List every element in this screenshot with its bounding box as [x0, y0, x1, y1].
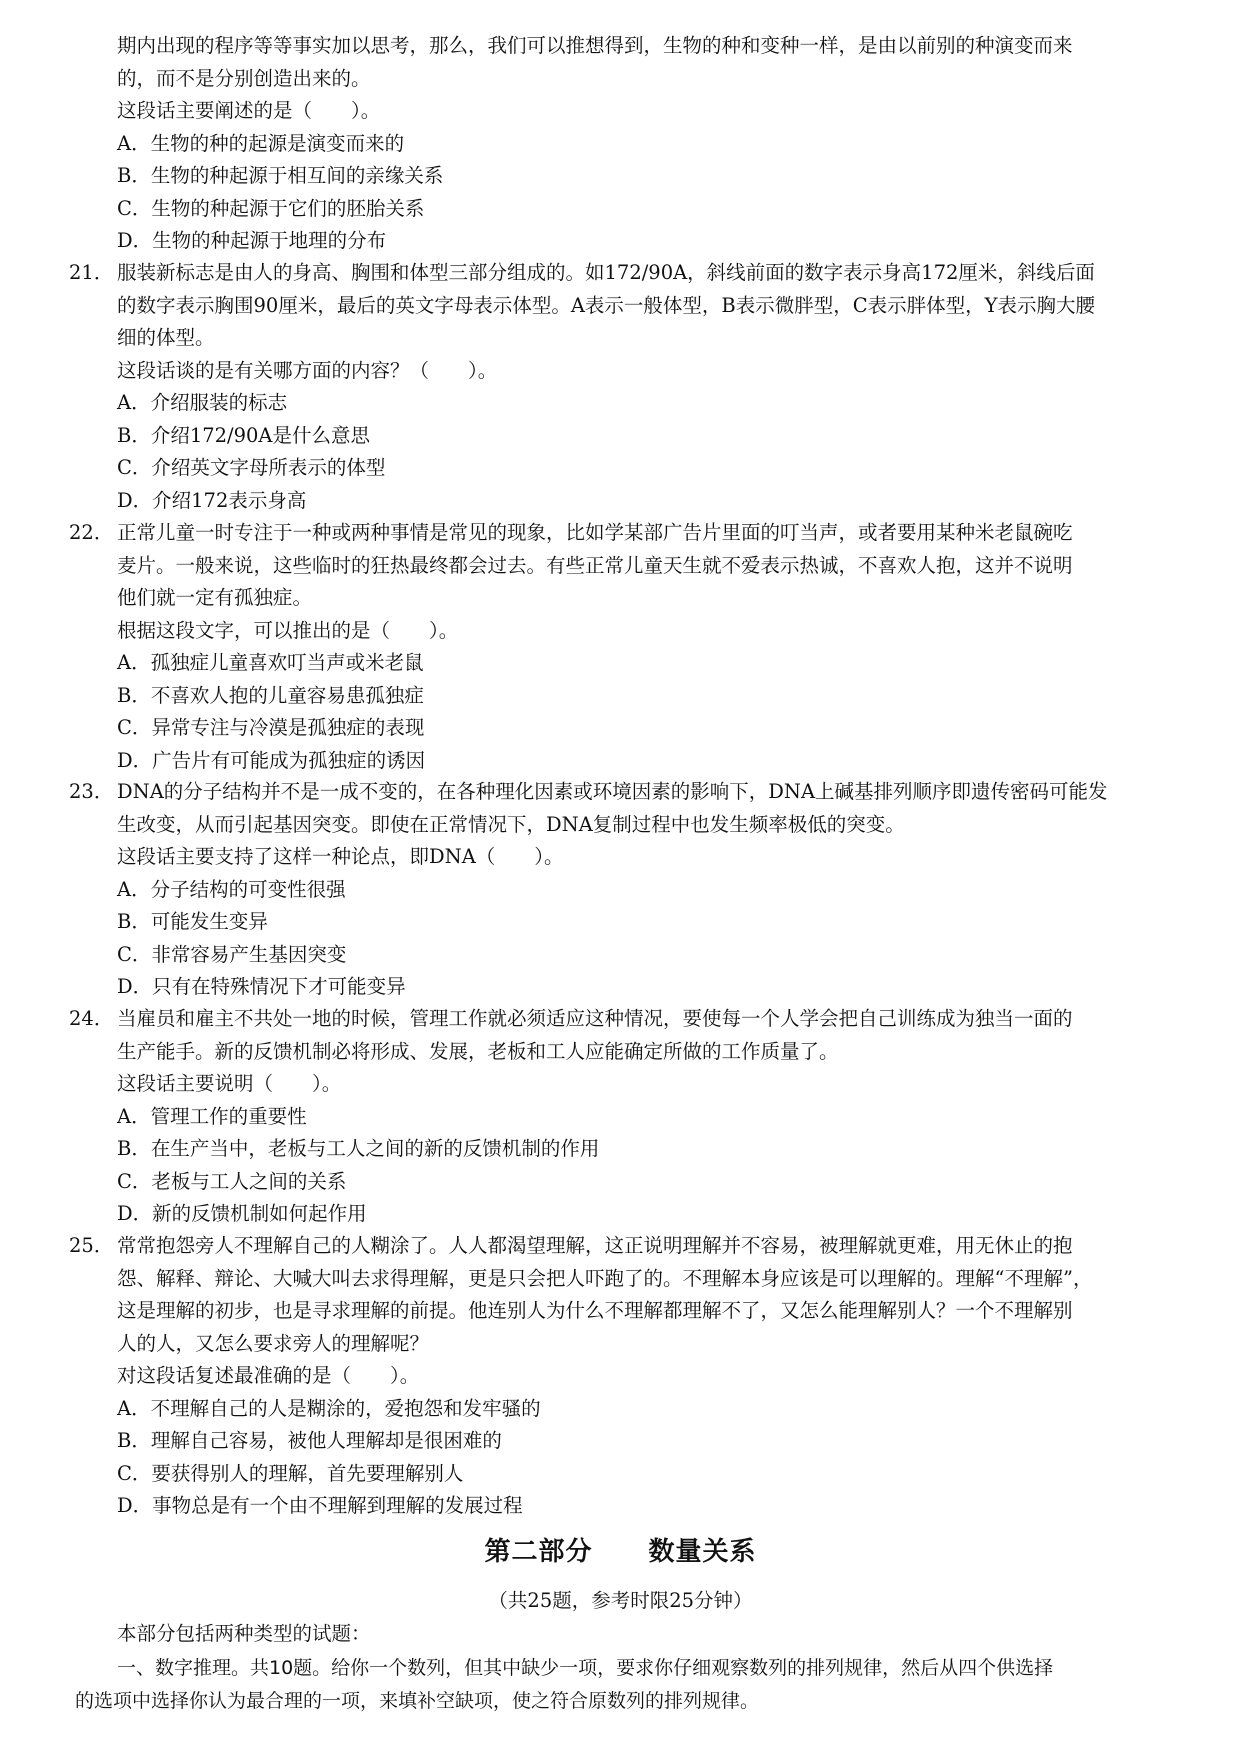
passage-line: 服装新标志是由人的身高、胸围和体型三部分组成的。如172/90A，斜线前面的数字表示身高172厘米，斜线后面: [117, 261, 1095, 284]
question-number: 23．: [69, 780, 114, 803]
option-c: C．异常专注与冷漠是孤独症的表现: [117, 716, 425, 739]
passage-line: 人的人，又怎么要求旁人的理解呢？: [117, 1331, 430, 1355]
question-number: 25．: [69, 1234, 114, 1257]
option-d: D．只有在特殊情况下才可能变异: [117, 975, 406, 998]
option-c: C．生物的种起源于它们的胚胎关系: [117, 196, 425, 220]
question-number: 21．: [69, 261, 114, 284]
option-d: D．介绍172表示身高: [117, 488, 307, 512]
option-a: A．不理解自己的人是糊涂的，爱抱怨和发牢骚的: [117, 1396, 541, 1420]
option-d: D．生物的种起源于地理的分布: [117, 229, 387, 252]
type-description-line: 一、数字推理。共10题。给你一个数列，但其中缺少一项，要求你仔细观察数列的排列规律，然后从四个供选择: [117, 1657, 1054, 1679]
option-b: B．可能发生变异: [117, 910, 268, 933]
question-stem: 这段话谈的是有关哪方面的内容？（ ）。: [117, 358, 498, 382]
passage-line: 常常抱怨旁人不理解自己的人糊涂了。人人都渴望理解，这正说明理解并不容易，被理解就更难，用无休止的抱: [117, 1234, 1073, 1257]
option-c: C．要获得别人的理解，首先要理解别人: [117, 1461, 464, 1485]
question-stem: 这段话主要说明（ ）。: [117, 1072, 342, 1095]
option-b: B．生物的种起源于相互间的亲缘关系: [117, 164, 444, 187]
passage-line: 生改变，从而引起基因突变。即使在正常情况下，DNA复制过程中也发生频率极低的突变。: [117, 812, 905, 836]
question-stem: 这段话主要阐述的是（ ）。: [117, 99, 381, 122]
passage-line: 正常儿童一时专注于一种或两种事情是常见的现象，比如学某部广告片里面的叮当声，或者要用某种米老鼠碗吃: [117, 521, 1073, 544]
section-name: 数量关系: [648, 1537, 757, 1567]
question-type-description: [75, 1652, 1197, 1717]
passage-line: 细的体型。: [117, 326, 215, 349]
option-a: A．孤独症儿童喜欢叮当声或米老鼠: [117, 651, 424, 674]
section-title: [0, 1532, 1241, 1572]
question-25: [69, 1230, 1197, 1523]
option-a: A．介绍服装的标志: [117, 391, 288, 414]
option-c: C．老板与工人之间的关系: [117, 1169, 347, 1193]
section-part: 第二部分: [484, 1537, 593, 1567]
passage-line: 麦片。一般来说，这些临时的狂热最终都会过去。有些正常儿童天生就不爱表示热诚，不喜欢人抱，这并不说明: [117, 553, 1073, 577]
option-a: A．管理工作的重要性: [117, 1104, 307, 1128]
option-b: B．理解自己容易，被他人理解却是很困难的: [117, 1429, 502, 1452]
question-23: [69, 776, 1197, 1004]
question-stem: 根据这段文字，可以推出的是（ ）。: [117, 618, 459, 642]
passage-line: 的数字表示胸围90厘米，最后的英文字母表示体型。A表示一般体型，B表示微胖型，C表示胖体型，Y表示胸大腰: [117, 293, 1096, 317]
question-22: [69, 517, 1197, 777]
question-24: [69, 1003, 1197, 1231]
passage-line: 生产能手。新的反馈机制必将形成、发展，老板和工人应能确定所做的工作质量了。: [117, 1039, 839, 1063]
question-number: 22．: [69, 521, 114, 544]
option-b: B．介绍172/90A是什么意思: [117, 423, 371, 447]
passage-line: 他们就一定有孤独症。: [117, 586, 313, 609]
option-a: A．生物的种的起源是演变而来的: [117, 131, 405, 155]
question-stem: 对这段话复述最准确的是（ ）。: [117, 1364, 420, 1387]
option-c: C．介绍英文字母所表示的体型: [117, 456, 386, 479]
option-b: B．不喜欢人抱的儿童容易患孤独症: [117, 683, 424, 707]
option-a: A．分子结构的可变性很强: [117, 877, 346, 901]
passage-line: 期内出现的程序等等事实加以思考，那么，我们可以推想得到，生物的种和变种一样，是由以前别的种演变而来: [117, 34, 1073, 57]
option-b: B．在生产当中，老板与工人之间的新的反馈机制的作用: [117, 1137, 600, 1160]
type-description-line: 的选项中选择你认为最合理的一项，来填补空缺项，使之符合原数列的排列规律。: [75, 1689, 760, 1712]
passage-line: DNA的分子结构并不是一成不变的，在各种理化因素或环境因素的影响下，DNA上碱基排列顺序即遗传密码可能发: [117, 780, 1108, 803]
question-number: 24．: [69, 1007, 114, 1030]
option-c: C．非常容易产生基因突变: [117, 942, 347, 966]
passage-line: 当雇员和雇主不共处一地的时候，管理工作就必须适应这种情况，要使每一个人学会把自己训练成为独当一面的: [117, 1007, 1073, 1030]
section-subtitle: （共25题，参考时限25分钟）: [488, 1589, 753, 1612]
passage-line: 这是理解的初步，也是寻求理解的前提。他连别人为什么不理解都理解不了，又怎么能理解别人？一个不理解别: [117, 1299, 1073, 1322]
option-d: D．广告片有可能成为孤独症的诱因: [117, 748, 426, 772]
passage-line: 怨、解释、辩论、大喊大叫去求得理解，更是只会把人吓跑了的。不理解本身应该是可以理解的。理解“不理解”，: [117, 1266, 1093, 1290]
question-21: [69, 257, 1197, 517]
passage-line: 的，而不是分别创造出来的。: [117, 66, 371, 90]
option-d: D．新的反馈机制如何起作用: [117, 1202, 367, 1225]
option-d: D．事物总是有一个由不理解到理解的发展过程: [117, 1494, 523, 1517]
section-intro: 本部分包括两种类型的试题：: [117, 1622, 371, 1645]
question-20-continued: [117, 30, 1197, 258]
question-stem: 这段话主要支持了这样一种论点，即DNA（ ）。: [117, 845, 564, 868]
